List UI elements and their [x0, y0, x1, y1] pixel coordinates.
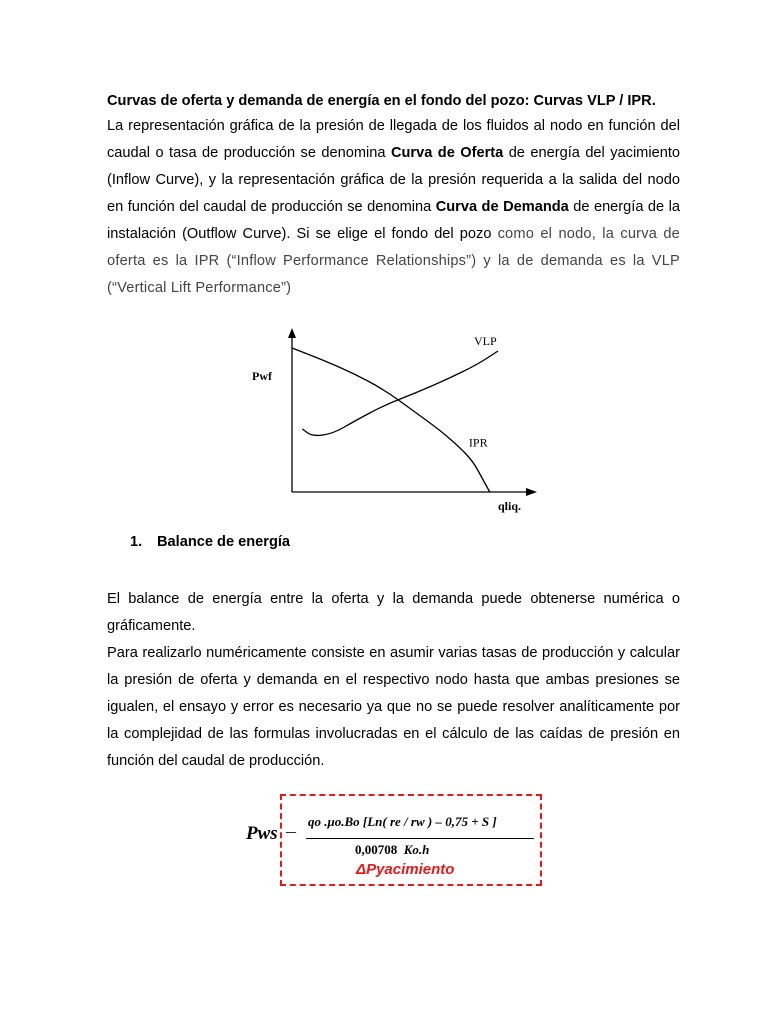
- series-label-vlp: VLP: [474, 334, 497, 348]
- page-heading: Curvas de oferta y demanda de energía en el fondo del pozo: Curvas VLP / IPR.: [107, 93, 656, 109]
- series-label-ipr: IPR: [468, 435, 488, 450]
- delta-p-yacimiento-label: ΔPyacimiento: [356, 861, 455, 878]
- intro-paragraph: [107, 113, 680, 302]
- formula-lhs: Pws: [246, 823, 278, 844]
- denominator-vars: Ko.h: [403, 842, 430, 857]
- series-line-ipr: [292, 348, 490, 492]
- formula-denominator: [355, 842, 429, 858]
- denominator-constant: 0,00708: [355, 842, 398, 857]
- y-axis-label: Pwf: [252, 369, 272, 383]
- formula-numerator: qo .μo.Bo [Ln( re / rw ) – 0,75 + S ]: [308, 814, 497, 829]
- paragraph-numerico: Para realizarlo numéricamente consiste en asumir varias tasas de producción y calcular la presión de oferta y demanda en el respectivo nodo hasta que ambas presiones se igualen, el ensayo y error es necesario ya que no se puede resolver analíticamente por la complejidad de las formulas involucradas en el cálculo de las caídas de presión en función del caudal de producción.: [107, 645, 680, 769]
- intro-text-2: de energía del yacimiento (Inflow Curve), y la representación gráfica de la presión requerida a la salida del nodo en función del caudal de producción se denomina: [107, 145, 680, 215]
- y-axis-arrow: [288, 328, 296, 338]
- section-title: [130, 534, 290, 550]
- term-curva-oferta: Curva de Oferta: [390, 145, 504, 161]
- intro-text-3: de energía de la instalación (Outflow Curve). Si se elige el fondo del pozo: [107, 199, 680, 242]
- vlp-ipr-chart: [240, 320, 550, 520]
- term-curva-demanda: Curva de Demanda: [435, 199, 569, 215]
- fraction-line: [306, 838, 534, 839]
- intro-text-1: La representación gráfica de la presión de llegada de los fluidos al nodo en función del caudal o tasa de producción se denomina: [107, 118, 680, 161]
- section-number: 1.: [130, 534, 143, 550]
- x-axis-label: qliq.: [498, 499, 522, 513]
- paragraph-balance: El balance de energía entre la oferta y la demanda puede obtenerse numérica o gráficamente.: [107, 591, 680, 634]
- x-axis-arrow: [526, 488, 537, 496]
- formula-minus: –: [286, 820, 296, 842]
- intro-text-4: como el nodo, la curva de oferta es la IPR (“Inflow Performance Relationships”) y la de demanda es la VLP (“Vertical Lift Performance”): [107, 226, 681, 296]
- section-title-text: Balance de energía: [157, 534, 291, 550]
